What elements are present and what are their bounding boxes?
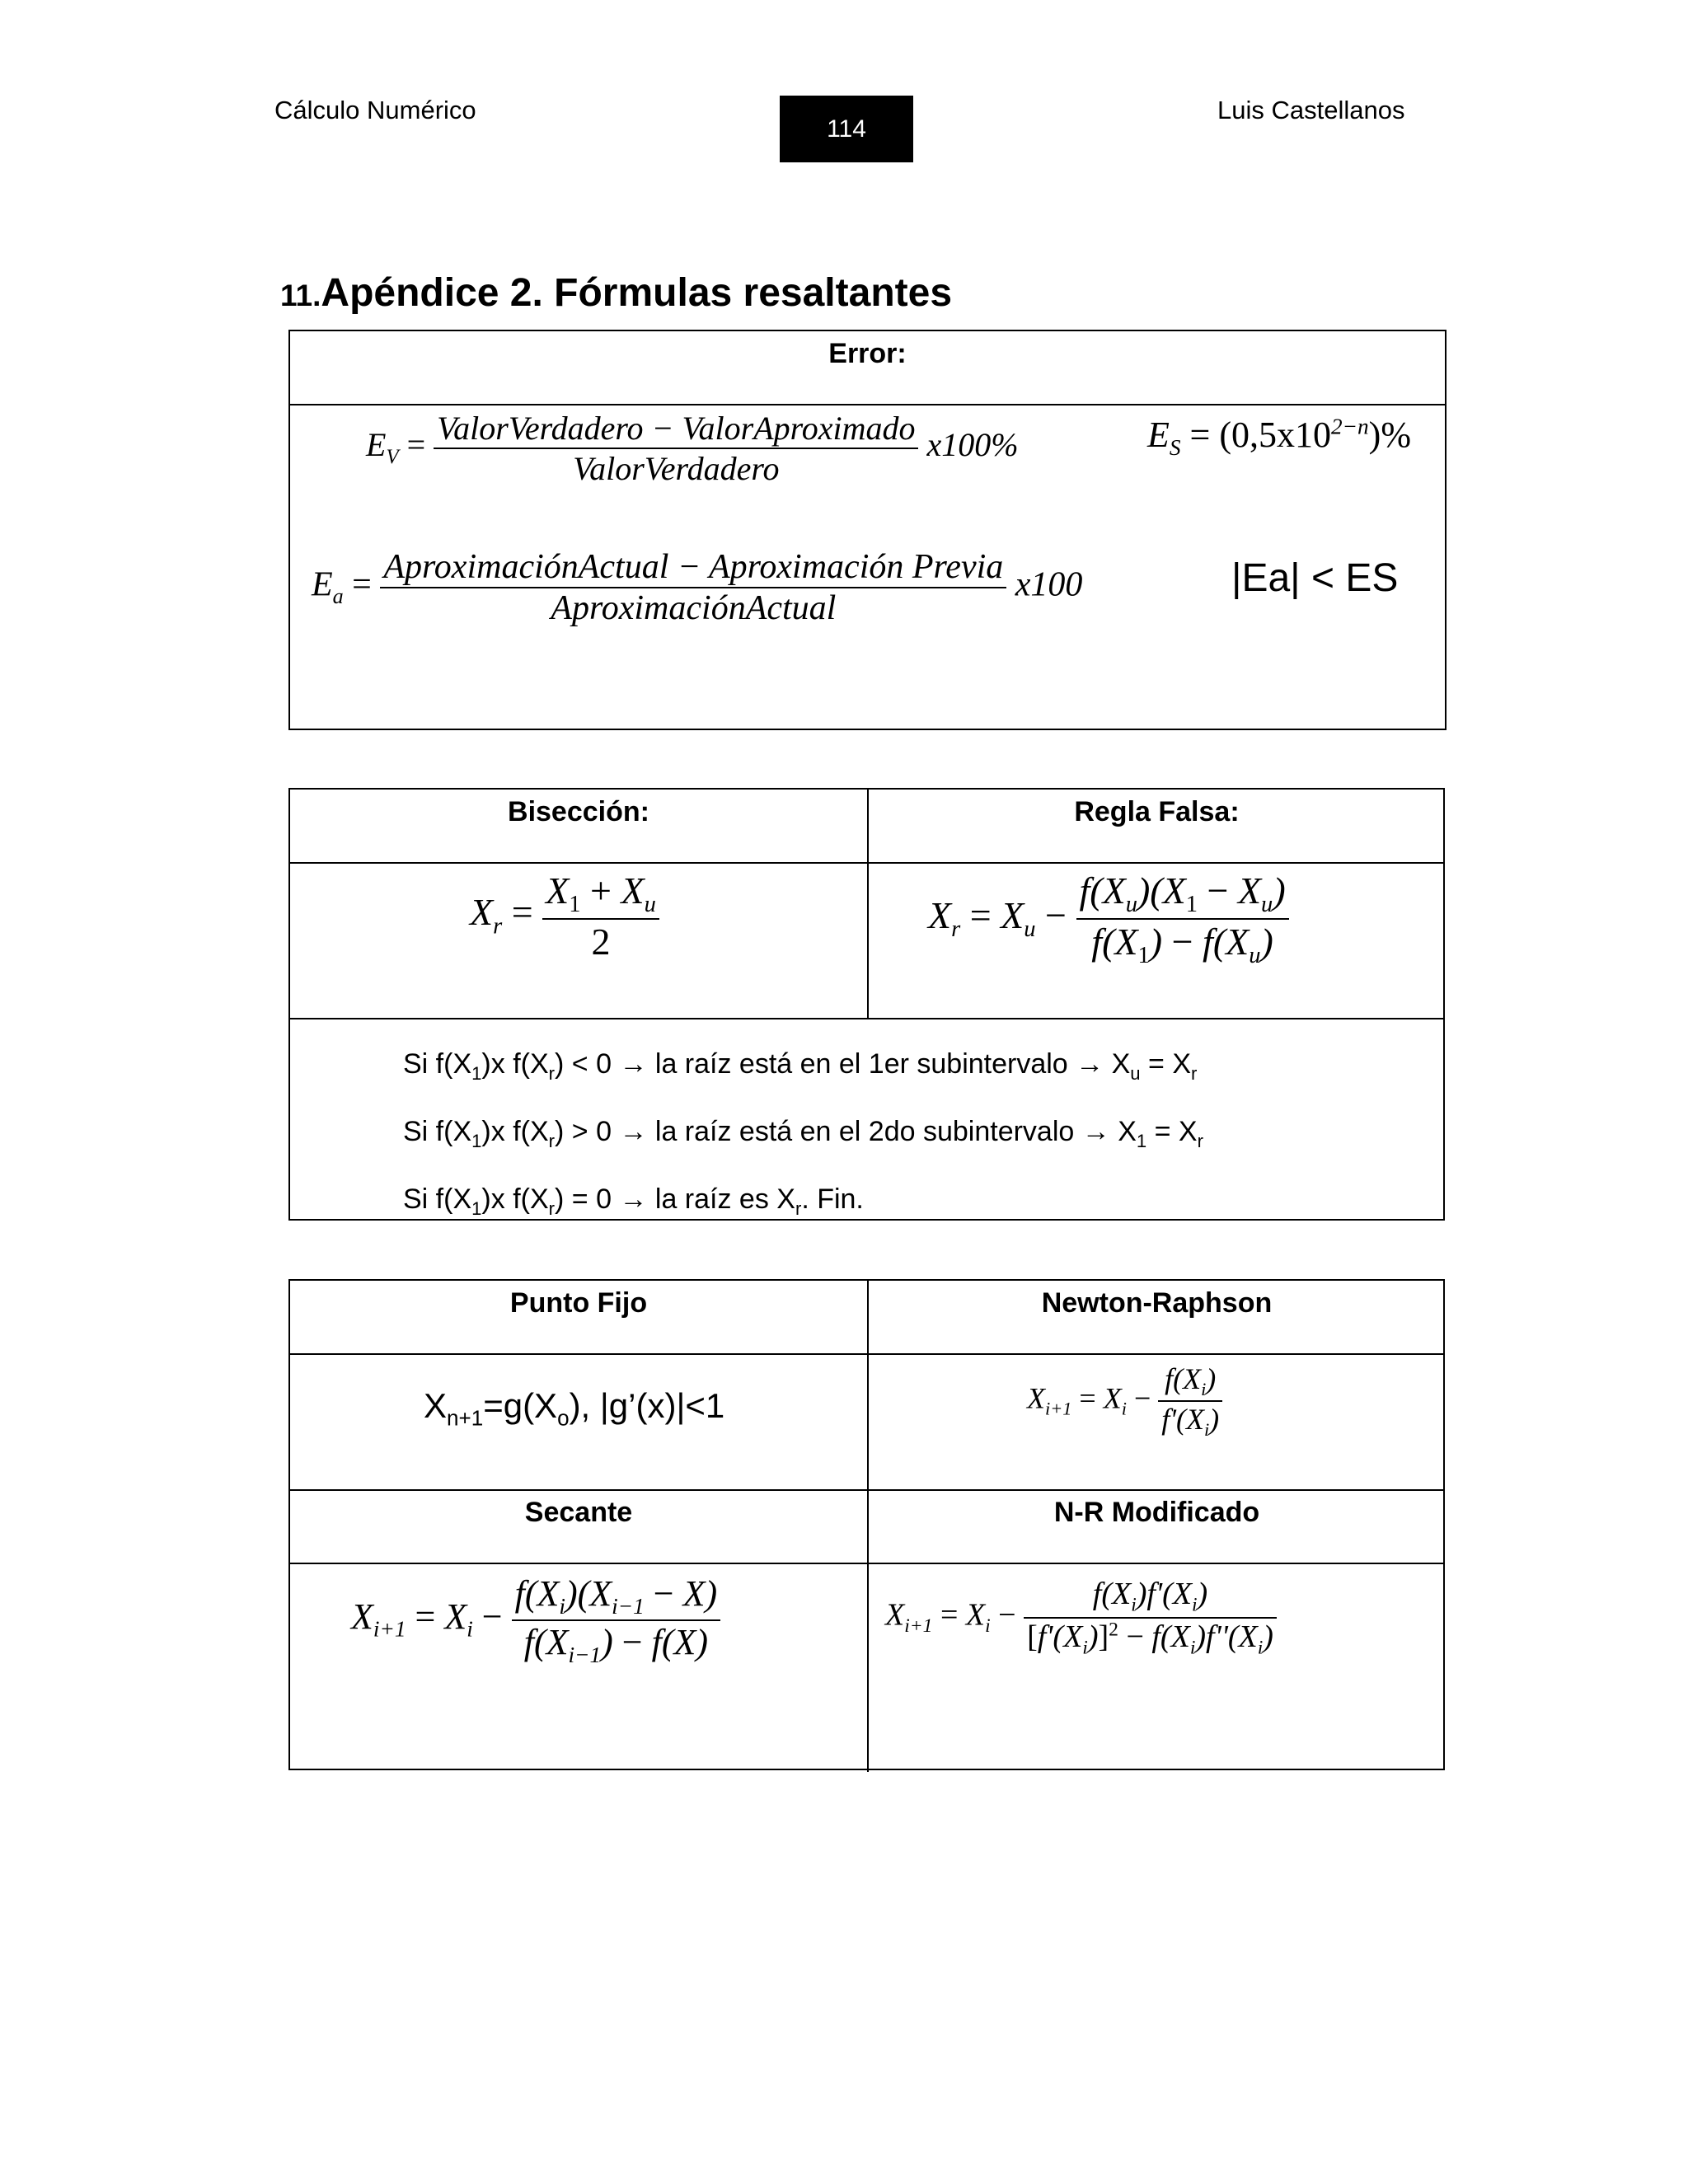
- condition-rs2: r: [1191, 1062, 1198, 1084]
- condition-rs1: 1: [1136, 1130, 1147, 1151]
- condition-res2: = X: [1140, 1048, 1192, 1080]
- regla-falsa-formula: $X_r = X_u$ − $\frac{f(X_u)(X_1 - X_u)}{f(X_1) - f(X_u)}$: [928, 869, 1289, 969]
- ea-sub: a: [332, 584, 344, 609]
- methods-table: [288, 1279, 1445, 1770]
- condition-s1: 1: [471, 1130, 482, 1151]
- bisection-title: Bisección:: [508, 796, 649, 827]
- condition-s1: 1: [471, 1062, 482, 1084]
- es-rhs: = (0,5x10: [1189, 415, 1331, 455]
- methods-divider-3: [290, 1563, 1443, 1564]
- section-title-text: Apéndice 2. Fórmulas resaltantes: [321, 271, 953, 315]
- methods-divider-2: [290, 1489, 1443, 1491]
- condition-arrow: →: [619, 1183, 648, 1215]
- punto-fijo-formula: [424, 1386, 724, 1431]
- condition-arrow: →: [619, 1048, 648, 1080]
- condition-arrow2: →: [1076, 1048, 1104, 1080]
- nr-modificado-formula: $X_{i+1} = X_i$ − $\frac{f(X_i)f'(X_i)}{[f'(X_i)]^2 - f(X_i)f''(X_i)}$: [885, 1576, 1277, 1659]
- methods-divider-1: [290, 1353, 1443, 1355]
- condition-res2: = X: [1146, 1116, 1198, 1147]
- condition-text: la raíz es X: [647, 1183, 795, 1215]
- ev-denominator: ValorVerdadero: [573, 450, 780, 487]
- section-title: [280, 270, 952, 316]
- bisection-table: [288, 788, 1445, 1221]
- ev-formula: $E_V$ = $\frac{\text{ValorVerdadero − ValorAproximado}}{\text{ValorVerdadero}}$ x100%: [366, 410, 1019, 487]
- nr-modificado-title: N-R Modificado: [1053, 1497, 1260, 1528]
- condition-rs1: r: [795, 1197, 802, 1219]
- page-number: 114: [780, 96, 913, 162]
- newton-raphson-formula: $X_{i+1} = X_i$ − $\frac{f(X_i)}{f'(X_i)}$: [1027, 1361, 1222, 1441]
- condition-line: [403, 1048, 1197, 1085]
- error-table-title: Error:: [828, 338, 907, 369]
- es-exponent: 2−n: [1331, 414, 1369, 439]
- condition-res: X: [1104, 1048, 1131, 1080]
- punto-fijo-title: Punto Fijo: [509, 1287, 648, 1319]
- condition-rs2: r: [1197, 1130, 1203, 1151]
- pf-cond: ), |g’(x)|<1: [569, 1386, 725, 1425]
- condition-text: la raíz está en el 1er subintervalo: [647, 1048, 1076, 1080]
- secante-title: Secante: [524, 1497, 633, 1528]
- condition-rel: ) = 0: [555, 1183, 620, 1215]
- condition-mid: )x f(X: [481, 1183, 549, 1215]
- condition-line: [403, 1183, 864, 1220]
- pf-sub2: o: [557, 1405, 570, 1431]
- error-table-divider: [290, 404, 1445, 405]
- condition-s2: r: [548, 1197, 555, 1219]
- condition-s2: r: [548, 1062, 555, 1084]
- condition-res2: . Fin.: [801, 1183, 864, 1215]
- condition-arrow2: →: [1081, 1116, 1110, 1147]
- ea-denominator: AproximaciónActual: [551, 589, 837, 627]
- ev-numerator: ValorVerdadero − ValorAproximado: [434, 409, 918, 449]
- es-formula: [1147, 414, 1411, 461]
- condition-rel: ) < 0: [555, 1048, 620, 1080]
- ev-sub: V: [386, 446, 399, 469]
- condition-text: la raíz está en el 2do subintervalo: [647, 1116, 1082, 1147]
- condition-rel: ) > 0: [555, 1116, 620, 1147]
- ea-fraction: [380, 547, 1006, 628]
- condition-pre: Si f(X: [403, 1116, 472, 1147]
- condition-arrow: →: [619, 1116, 648, 1147]
- ea-lhs: E: [312, 565, 333, 604]
- pf-sub: n+1: [447, 1405, 484, 1431]
- condition-res: X: [1109, 1116, 1137, 1147]
- condition-rs1: u: [1130, 1062, 1141, 1084]
- condition-mid: )x f(X: [481, 1116, 549, 1147]
- error-criterion: |Ea| < ES: [1231, 556, 1399, 600]
- ea-formula: $E_a$ = $\frac{\text{AproximaciónActual − Aproximación Previa}}{\text{AproximaciónActual}}$ x100: [312, 548, 1083, 627]
- section-number: 11.: [280, 279, 321, 312]
- bisection-body-divider: [290, 1018, 1443, 1019]
- condition-s1: 1: [471, 1197, 482, 1219]
- es-sub: S: [1169, 434, 1181, 460]
- newton-raphson-title: Newton-Raphson: [1041, 1287, 1273, 1319]
- es-end: )%: [1368, 415, 1411, 455]
- condition-s2: r: [548, 1130, 555, 1151]
- header-left: Cálculo Numérico: [274, 96, 476, 124]
- condition-mid: )x f(X: [481, 1048, 549, 1080]
- header-right: Luis Castellanos: [1217, 96, 1405, 124]
- condition-line: [403, 1116, 1203, 1152]
- ev-tail: x100%: [926, 426, 1019, 464]
- secante-formula: $X_{i+1} = X_i$ − $\frac{f(X_i)(X_{i-1} - X)}{f(X_{i-1}) - f(X)}$: [351, 1572, 720, 1668]
- pf-g: =g(X: [483, 1386, 558, 1425]
- condition-pre: Si f(X: [403, 1048, 472, 1080]
- ea-numerator: AproximaciónActual − Aproximación Previa: [380, 547, 1006, 588]
- ev-fraction: [434, 409, 918, 488]
- bisection-formula: $X_r$ = $\frac{X_1 + X_u}{2}$: [470, 869, 659, 963]
- pf-x: X: [424, 1386, 448, 1425]
- bisection-header-divider: [290, 862, 1443, 864]
- error-table: [288, 330, 1447, 730]
- ev-lhs: E: [366, 426, 387, 464]
- ea-tail: x100: [1015, 565, 1083, 604]
- condition-pre: Si f(X: [403, 1183, 472, 1215]
- es-lhs: E: [1147, 415, 1170, 455]
- regla-falsa-title: Regla Falsa:: [1074, 796, 1240, 827]
